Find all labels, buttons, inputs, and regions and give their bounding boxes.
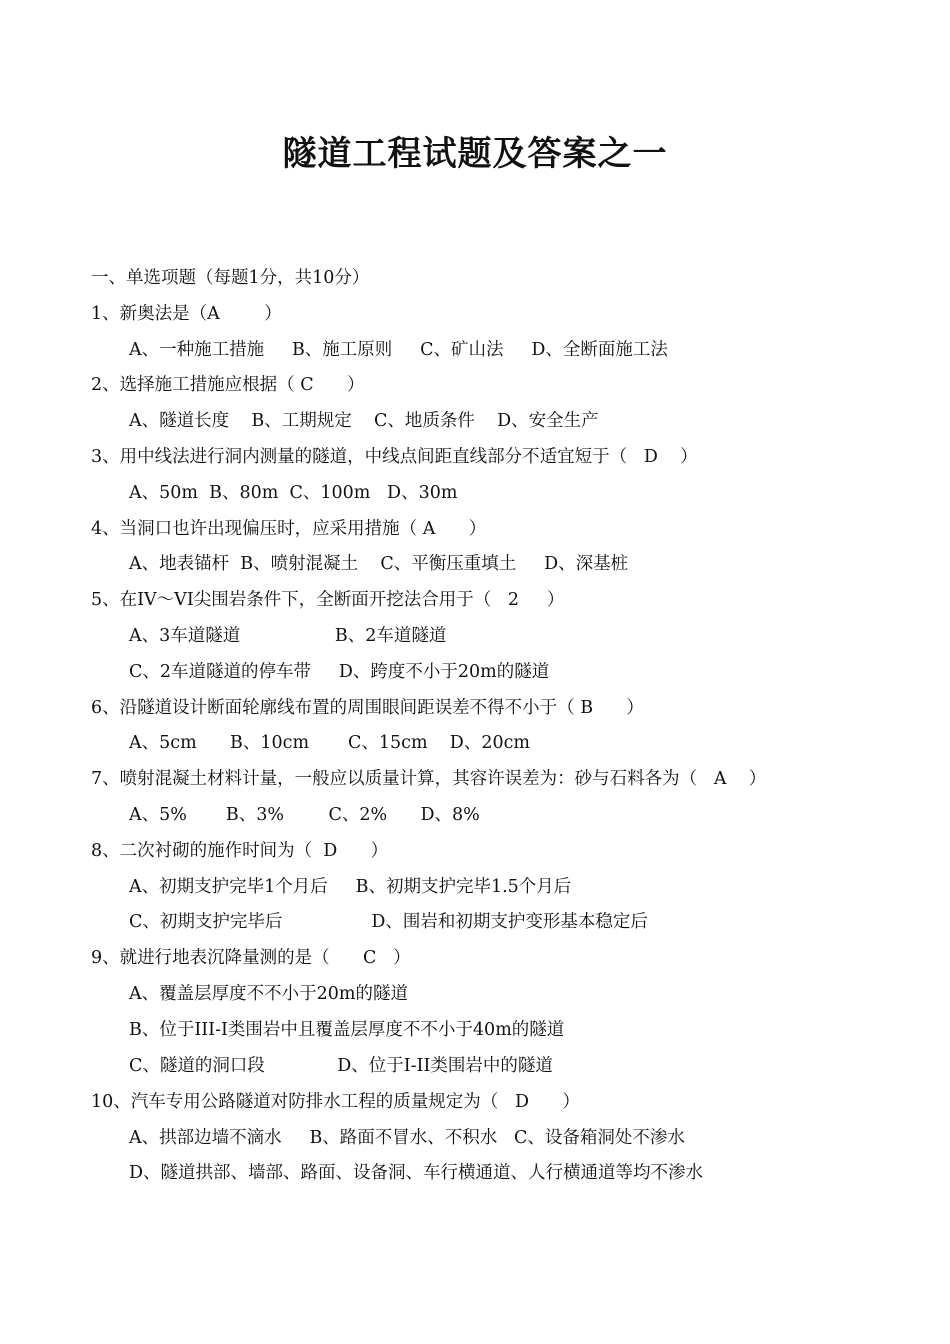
question-10-options-line-2: D、隧道拱部、墙部、路面、设备洞、车行横通道、人行横通道等均不渗水 [129,1163,704,1183]
question-1-options: A、一种施工措施 B、施工原则 C、矿山法 D、全断面施工法 [129,340,668,360]
question-6-options: A、5cm B、10cm C、15cm D、20cm [129,733,531,753]
question-10-options-line-1: A、拱部边墙不滴水 B、路面不冒水、不积水 C、设备箱洞处不渗水 [129,1128,685,1148]
question-7-options: A、5% B、3% C、2% D、8% [129,805,480,825]
question-8-options-line-2: C、初期支护完毕后 D、围岩和初期支护变形基本稳定后 [129,912,648,932]
question-9-options-line-3: C、隧道的洞口段 D、位于I-II类围岩中的隧道 [129,1056,553,1076]
question-5-stem: 5、在IV～VI尖围岩条件下，全断面开挖法合用于（ 2 ） [91,590,565,610]
question-8-stem: 8、二次衬砌的施作时间为（ D ） [91,841,389,861]
question-3-stem: 3、用中线法进行洞内测量的隧道，中线点间距直线部分不适宜短于（ D ） [91,447,698,467]
question-10-stem: 10、汽车专用公路隧道对防排水工程的质量规定为（ D ） [91,1092,580,1112]
page-title: 隧道工程试题及答案之一 [282,134,668,174]
question-4-stem: 4、当洞口也许出现偏压时，应采用措施（ A ） [91,519,487,539]
section-heading: 一、单选项题（每题1分，共10分） [91,268,370,288]
question-5-options-line-1: A、3车道隧道 B、2车道隧道 [129,626,447,646]
question-9-stem: 9、就进行地表沉降量测的是（ C ） [91,948,411,968]
question-1-stem: 1、新奥法是（A ） [91,304,282,324]
question-4-options: A、地表锚杆 B、喷射混凝土 C、平衡压重填土 D、深基桩 [129,554,629,574]
question-9-options-line-1: A、覆盖层厚度不不小于20m的隧道 [129,984,408,1004]
question-6-stem: 6、沿隧道设计断面轮廓线布置的周围眼间距误差不得不小于（ B ） [91,698,644,718]
question-3-options: A、50m B、80m C、100m D、30m [129,483,458,503]
question-9-options-line-2: B、位于III-I类围岩中且覆盖层厚度不不小于40m的隧道 [129,1020,565,1040]
question-2-stem: 2、选择施工措施应根据（ C ） [91,375,365,395]
question-8-options-line-1: A、初期支护完毕1个月后 B、初期支护完毕1.5个月后 [129,877,572,897]
question-5-options-line-2: C、2车道隧道的停车带 D、跨度不小于20m的隧道 [129,662,550,682]
question-7-stem: 7、喷射混凝土材料计量，一般应以质量计算，其容许误差为：砂与石料各为（ A ） [91,769,767,789]
question-2-options: A、隧道长度 B、工期规定 C、地质条件 D、安全生产 [129,411,599,431]
